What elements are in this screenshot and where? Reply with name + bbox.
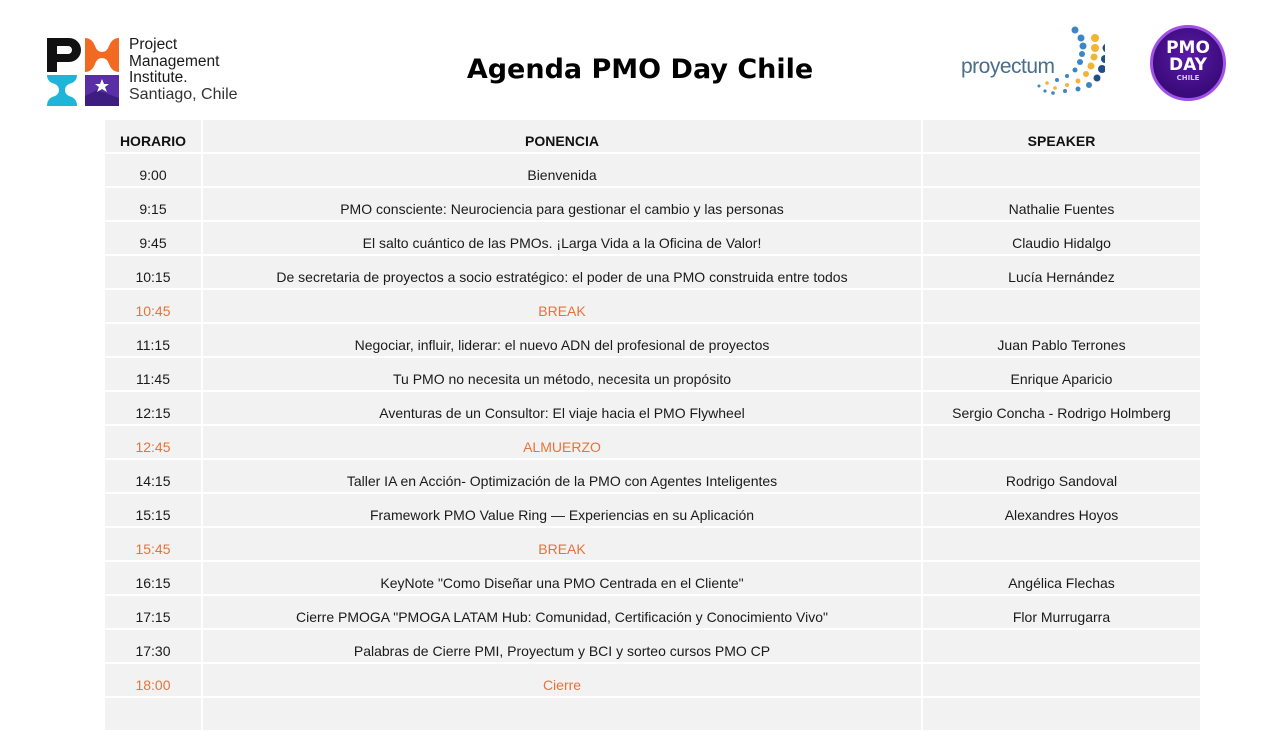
table-row	[104, 391, 1201, 425]
talk-cell: BREAK	[202, 527, 922, 561]
talk-cell: El salto cuántico de las PMOs. ¡Larga Vida a la Oficina de Valor!	[202, 221, 922, 255]
talk-cell	[202, 697, 922, 731]
speaker-cell	[922, 697, 1201, 731]
page-title: Agenda PMO Day Chile	[466, 54, 814, 85]
speaker-cell: Rodrigo Sandoval	[922, 459, 1201, 493]
talk-cell: Taller IA en Acción- Optimización de la PMO con Agentes Inteligentes	[202, 459, 922, 493]
time-cell: 9:15	[104, 187, 202, 221]
speaker-cell	[922, 663, 1201, 697]
talk-cell: Aventuras de un Consultor: El viaje hacia el PMO Flywheel	[202, 391, 922, 425]
talk-cell: Cierre	[202, 663, 922, 697]
time-cell: 10:45	[104, 289, 202, 323]
talk-cell: Negociar, influir, liderar: el nuevo ADN del profesional de proyectos	[202, 323, 922, 357]
break-row	[104, 289, 1201, 323]
pmo-day-chile-badge	[1150, 25, 1226, 101]
time-cell	[104, 697, 202, 731]
pmi-line-1: Project	[129, 36, 178, 53]
talk-cell: De secretaria de proyectos a socio estratégico: el poder de una PMO construida entre todos	[202, 255, 922, 289]
pmi-line-3: Institute.	[129, 69, 188, 86]
proyectum-logo	[955, 24, 1105, 100]
time-cell: 9:45	[104, 221, 202, 255]
table-row	[104, 255, 1201, 289]
speaker-cell: Flor Murrugarra	[922, 595, 1201, 629]
speaker-cell: Juan Pablo Terrones	[922, 323, 1201, 357]
time-cell: 11:45	[104, 357, 202, 391]
table-row	[104, 221, 1201, 255]
time-cell: 14:15	[104, 459, 202, 493]
speaker-cell: Nathalie Fuentes	[922, 187, 1201, 221]
proyectum-wordmark: proyectum	[961, 55, 1055, 78]
table-row	[104, 697, 1201, 731]
break-row	[104, 425, 1201, 459]
agenda-body	[104, 153, 1201, 731]
time-cell: 17:30	[104, 629, 202, 663]
pmi-line-2: Management	[129, 52, 220, 70]
time-cell: 16:15	[104, 561, 202, 595]
speaker-cell: Enrique Aparicio	[922, 357, 1201, 391]
table-row	[104, 357, 1201, 391]
time-cell: 18:00	[104, 663, 202, 697]
table-row	[104, 493, 1201, 527]
speaker-cell: Angélica Flechas	[922, 561, 1201, 595]
time-cell: 11:15	[104, 323, 202, 357]
speaker-cell	[922, 629, 1201, 663]
agenda-table	[103, 118, 1202, 732]
talk-cell: BREAK	[202, 289, 922, 323]
column-header-horario: HORARIO	[104, 119, 202, 153]
talk-cell: Palabras de Cierre PMI, Proyectum y BCI y sorteo cursos PMO CP	[202, 629, 922, 663]
speaker-cell	[922, 153, 1201, 187]
speaker-cell	[922, 425, 1201, 459]
speaker-cell: Lucía Hernández	[922, 255, 1201, 289]
pmi-subline: Santiago, Chile	[129, 85, 238, 103]
table-header-row	[104, 119, 1201, 153]
talk-cell: Tu PMO no necesita un método, necesita un propósito	[202, 357, 922, 391]
break-row	[104, 527, 1201, 561]
table-row	[104, 561, 1201, 595]
time-cell: 10:15	[104, 255, 202, 289]
talk-cell: KeyNote "Como Diseñar una PMO Centrada en el Cliente"	[202, 561, 922, 595]
speaker-cell: Claudio Hidalgo	[922, 221, 1201, 255]
table-row	[104, 187, 1201, 221]
time-cell: 15:45	[104, 527, 202, 561]
table-row	[104, 459, 1201, 493]
badge-line-1: PMO	[1166, 38, 1210, 58]
time-cell: 12:15	[104, 391, 202, 425]
table-row	[104, 153, 1201, 187]
talk-cell: ALMUERZO	[202, 425, 922, 459]
column-header-speaker: SPEAKER	[922, 119, 1201, 153]
time-cell: 17:15	[104, 595, 202, 629]
talk-cell: Bienvenida	[202, 153, 922, 187]
speaker-cell	[922, 527, 1201, 561]
speaker-cell: Sergio Concha - Rodrigo Holmberg	[922, 391, 1201, 425]
time-cell: 9:00	[104, 153, 202, 187]
talk-cell: PMO consciente: Neurociencia para gestionar el cambio y las personas	[202, 187, 922, 221]
badge-line-2: DAY	[1169, 55, 1207, 75]
talk-cell: Cierre PMOGA "PMOGA LATAM Hub: Comunidad, Certificación y Conocimiento Vivo"	[202, 595, 922, 629]
table-row	[104, 323, 1201, 357]
table-row	[104, 629, 1201, 663]
badge-line-3: CHILE	[1176, 74, 1200, 82]
speaker-cell	[922, 289, 1201, 323]
talk-cell: Framework PMO Value Ring — Experiencias en su Aplicación	[202, 493, 922, 527]
time-cell: 12:45	[104, 425, 202, 459]
time-cell: 15:15	[104, 493, 202, 527]
table-row	[104, 595, 1201, 629]
speaker-cell: Alexandres Hoyos	[922, 493, 1201, 527]
column-header-ponencia: PONENCIA	[202, 119, 922, 153]
break-row	[104, 663, 1201, 697]
